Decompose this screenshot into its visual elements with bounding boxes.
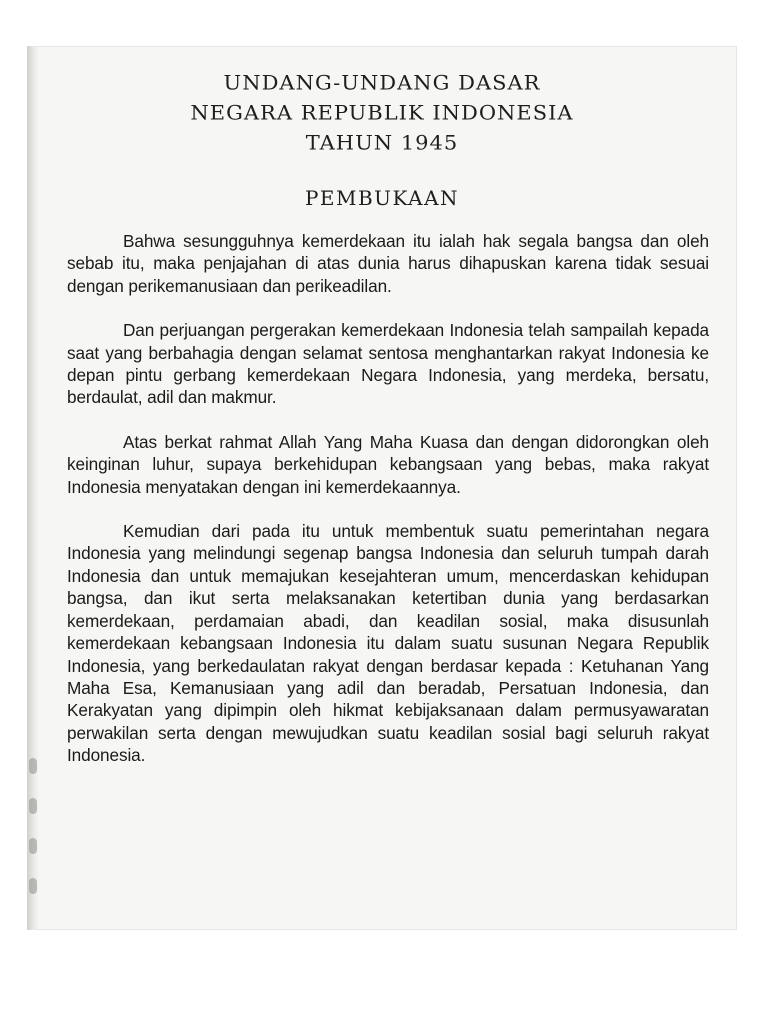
title-line: NEGARA REPUBLIK INDONESIA (190, 101, 574, 125)
binding-hole (29, 798, 37, 814)
section-heading: PEMBUKAAN (304, 186, 460, 210)
binding-hole (29, 878, 37, 894)
paragraph: Bahwa sesungguhnya kemerdekaan itu ialah hak segala bangsa dan oleh sebab itu, maka penjajahan di atas dunia harus dihapuskan karena tidak sesuai dengan perikemanusiaan dan perikeadilan. (67, 231, 709, 296)
paragraph: Kemudian dari pada itu untuk membentuk suatu pemerintahan negara Indonesia yang melindungi segenap bangsa Indonesia dan seluruh tumpah darah Indonesia dan untuk memajukan kesejahteran umum, mencerdaskan kehidupan bangsa, dan ikut serta melaksanakan ketertiban dunia yang berdasarkan kemerdekaan, perdamaian abadi, dan keadilan sosial, maka disusunlah kemerdekaan kebangsaan Indonesia itu dalam suatu susunan Negara Republik Indonesia, yang berkedaulatan rakyat dengan berdasar kepada : Ketuhanan Yang Maha Esa, Kemanusiaan yang adil dan beradab, Persatuan Indonesia, dan Kerakyatan yang dipimpin oleh hikmat kebijaksanaan dalam permusyawaratan perwakilan serta dengan mewujudkan suatu keadilan sosial bagi seluruh rakyat Indonesia. (67, 521, 709, 766)
paragraph: Dan perjuangan pergerakan kemerdekaan Indonesia telah sampailah kepada saat yang berbahagia dengan selamat sentosa menghantarkan rakyat Indonesia ke depan pintu gerbang kemerdekaan Negara Indonesia, yang merdeka, bersatu, berdaulat, adil dan makmur. (67, 320, 709, 408)
binding-hole (29, 838, 37, 854)
scanned-paper (27, 46, 737, 930)
preamble-body (67, 230, 709, 767)
title-line: UNDANG-UNDANG DASAR (223, 71, 541, 95)
document-title (27, 68, 737, 212)
title-line: TAHUN 1945 (305, 131, 459, 155)
binding-hole (29, 758, 37, 774)
paragraph: Atas berkat rahmat Allah Yang Maha Kuasa dan dengan didorongkan oleh keinginan luhur, supaya berkehidupan kebangsaan yang bebas, maka rakyat Indonesia menyatakan dengan ini kemerdekaannya. (67, 431, 709, 497)
